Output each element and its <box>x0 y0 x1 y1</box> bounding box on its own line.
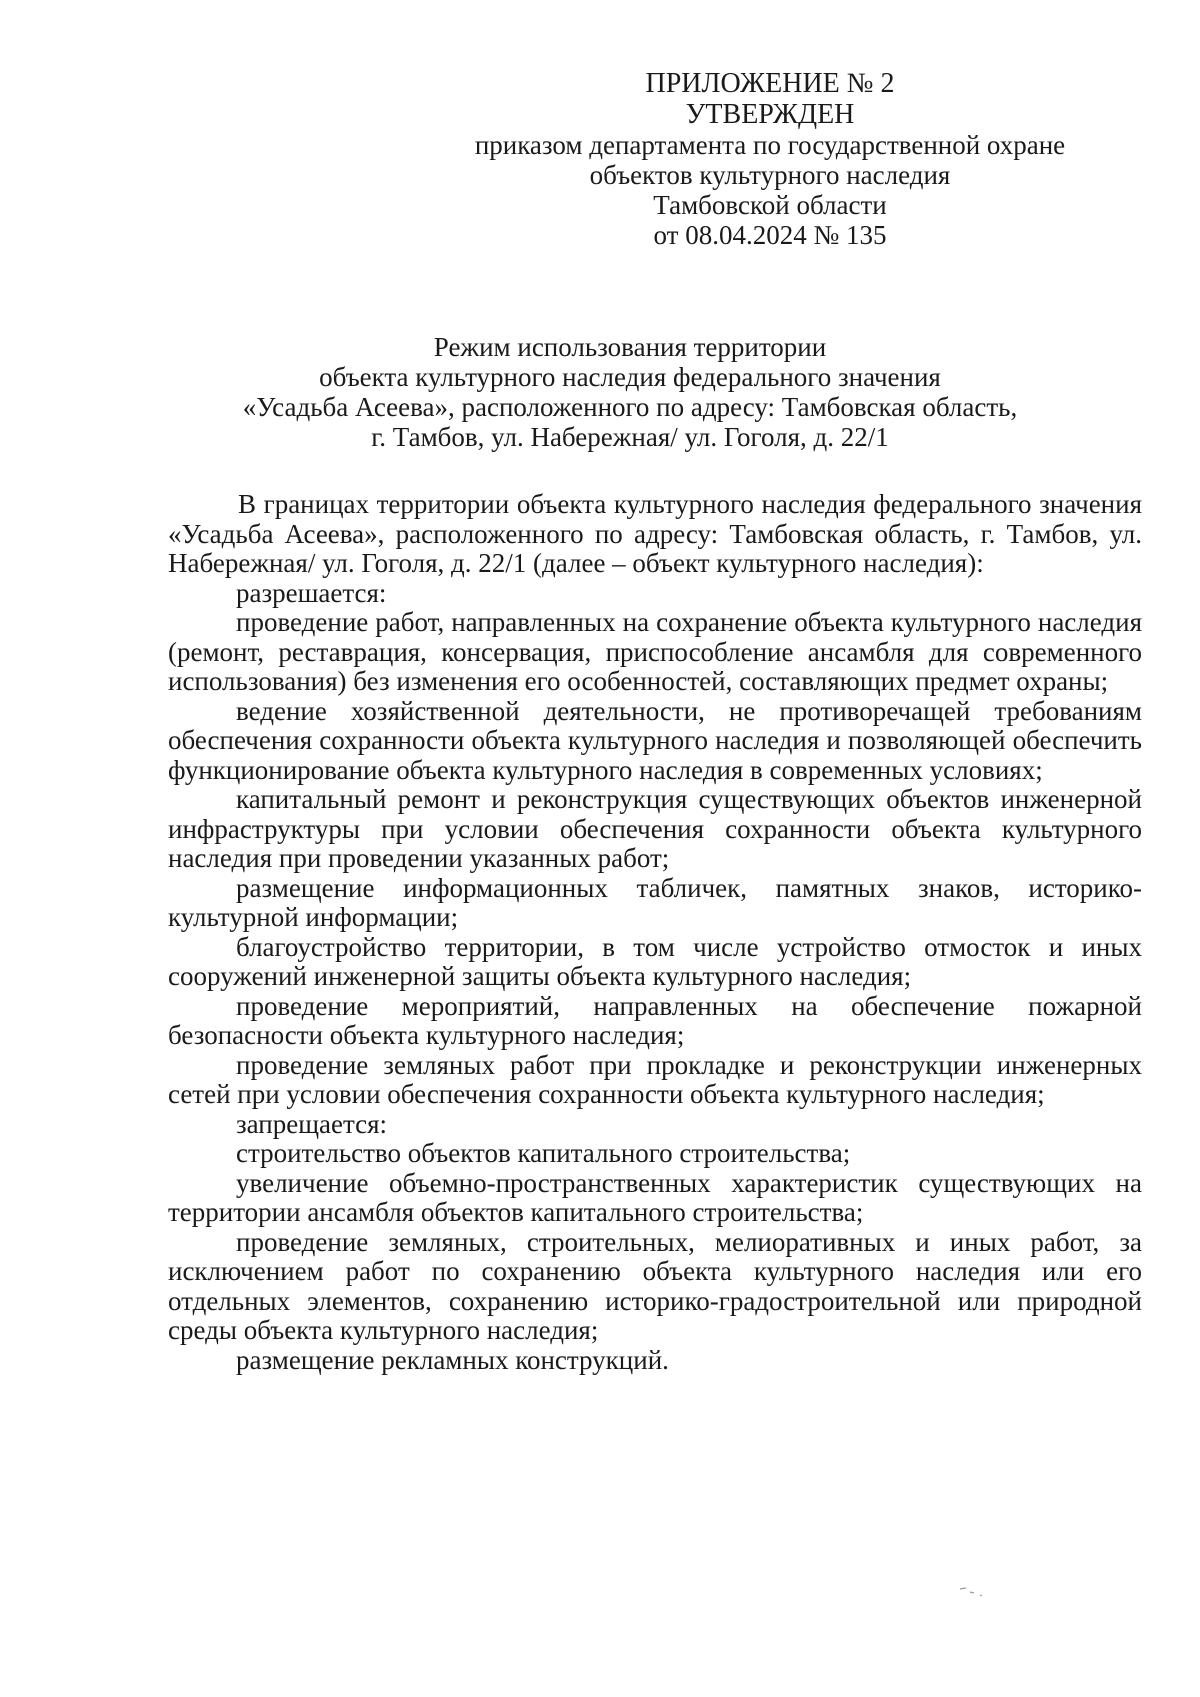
scan-speck-mark <box>958 1586 988 1598</box>
order-region: Тамбовской области <box>653 190 887 220</box>
forbidden-heading: запрещается: <box>236 1108 388 1139</box>
title-line: «Усадьба Асеева», расположенного по адресу: Тамбовская область, <box>242 392 1018 422</box>
forbidden-item: строительство объектов капитального строительства; <box>236 1138 851 1168</box>
appendix-number: ПРИЛОЖЕНИЕ № 2 <box>645 68 895 99</box>
title-line: Режим использования территории <box>433 332 827 362</box>
allowed-item: проведение работ, направленных на сохранение объекта культурного наследия (ремонт, реставрация, консервация, приспособление ансамбля для современного использования) без изменения его особенностей, составляющих предмет охраны; <box>168 607 1142 696</box>
order-date-number: от 08.04.2024 № 135 <box>653 220 887 250</box>
approved-label: УТВЕРЖДЕН <box>685 99 855 130</box>
intro-paragraph: В границах территории объекта культурного наследия федерального значения «Усадьба Асеева», расположенного по адресу: Тамбовская область, г. Тамбов, ул. Набережная/ ул. Гоголя, д. 22/1 (далее – объект культурного наследия): <box>168 489 1142 578</box>
allowed-item: проведение мероприятий, направленных на обеспечение пожарной безопасности объекта культурного наследия; <box>168 990 1142 1050</box>
allowed-item: ведение хозяйственной деятельности, не противоречащей требованиям обеспечения сохранности объекта культурного наследия и позволяющей обеспечить функционирование объекта культурного наследия в современных условиях; <box>168 695 1142 785</box>
forbidden-item: размещение рекламных конструкций. <box>236 1344 669 1375</box>
title-line: объекта культурного наследия федерального значения <box>319 362 941 392</box>
approval-block <box>470 68 1070 250</box>
document-title <box>150 332 1110 452</box>
allowed-heading: разрешается: <box>236 577 387 608</box>
forbidden-item: проведение земляных, строительных, мелиоративных и иных работ, за исключением работ по сохранению объекта культурного наследия или его отдельных элементов, сохранению историко-градостроительной или природной среды объекта культурного наследия; <box>168 1226 1142 1345</box>
allowed-item: проведение земляных работ при прокладке и реконструкции инженерных сетей при условии обеспечения сохранности объекта культурного наследия; <box>168 1049 1142 1109</box>
forbidden-item: увеличение объемно-пространственных характеристик существующих на территории ансамбля объектов капитального строительства; <box>168 1167 1142 1227</box>
allowed-item: размещение информационных табличек, памятных знаков, историко-культурной информации; <box>168 872 1142 932</box>
order-issuer: приказом департамента по государственной охране <box>474 130 1066 160</box>
allowed-item: благоустройство территории, в том числе устройство отмосток и иных сооружений инженерной защиты объекта культурного наследия; <box>168 931 1142 991</box>
order-issuer-cont: объектов культурного наследия <box>589 160 951 190</box>
document-body <box>168 490 1142 1375</box>
title-line: г. Тамбов, ул. Набережная/ ул. Гоголя, д. 22/1 <box>371 422 889 452</box>
allowed-item: капитальный ремонт и реконструкция существующих объектов инженерной инфраструктуры при условии обеспечения сохранности объекта культурного наследия при проведении указанных работ; <box>168 784 1142 873</box>
